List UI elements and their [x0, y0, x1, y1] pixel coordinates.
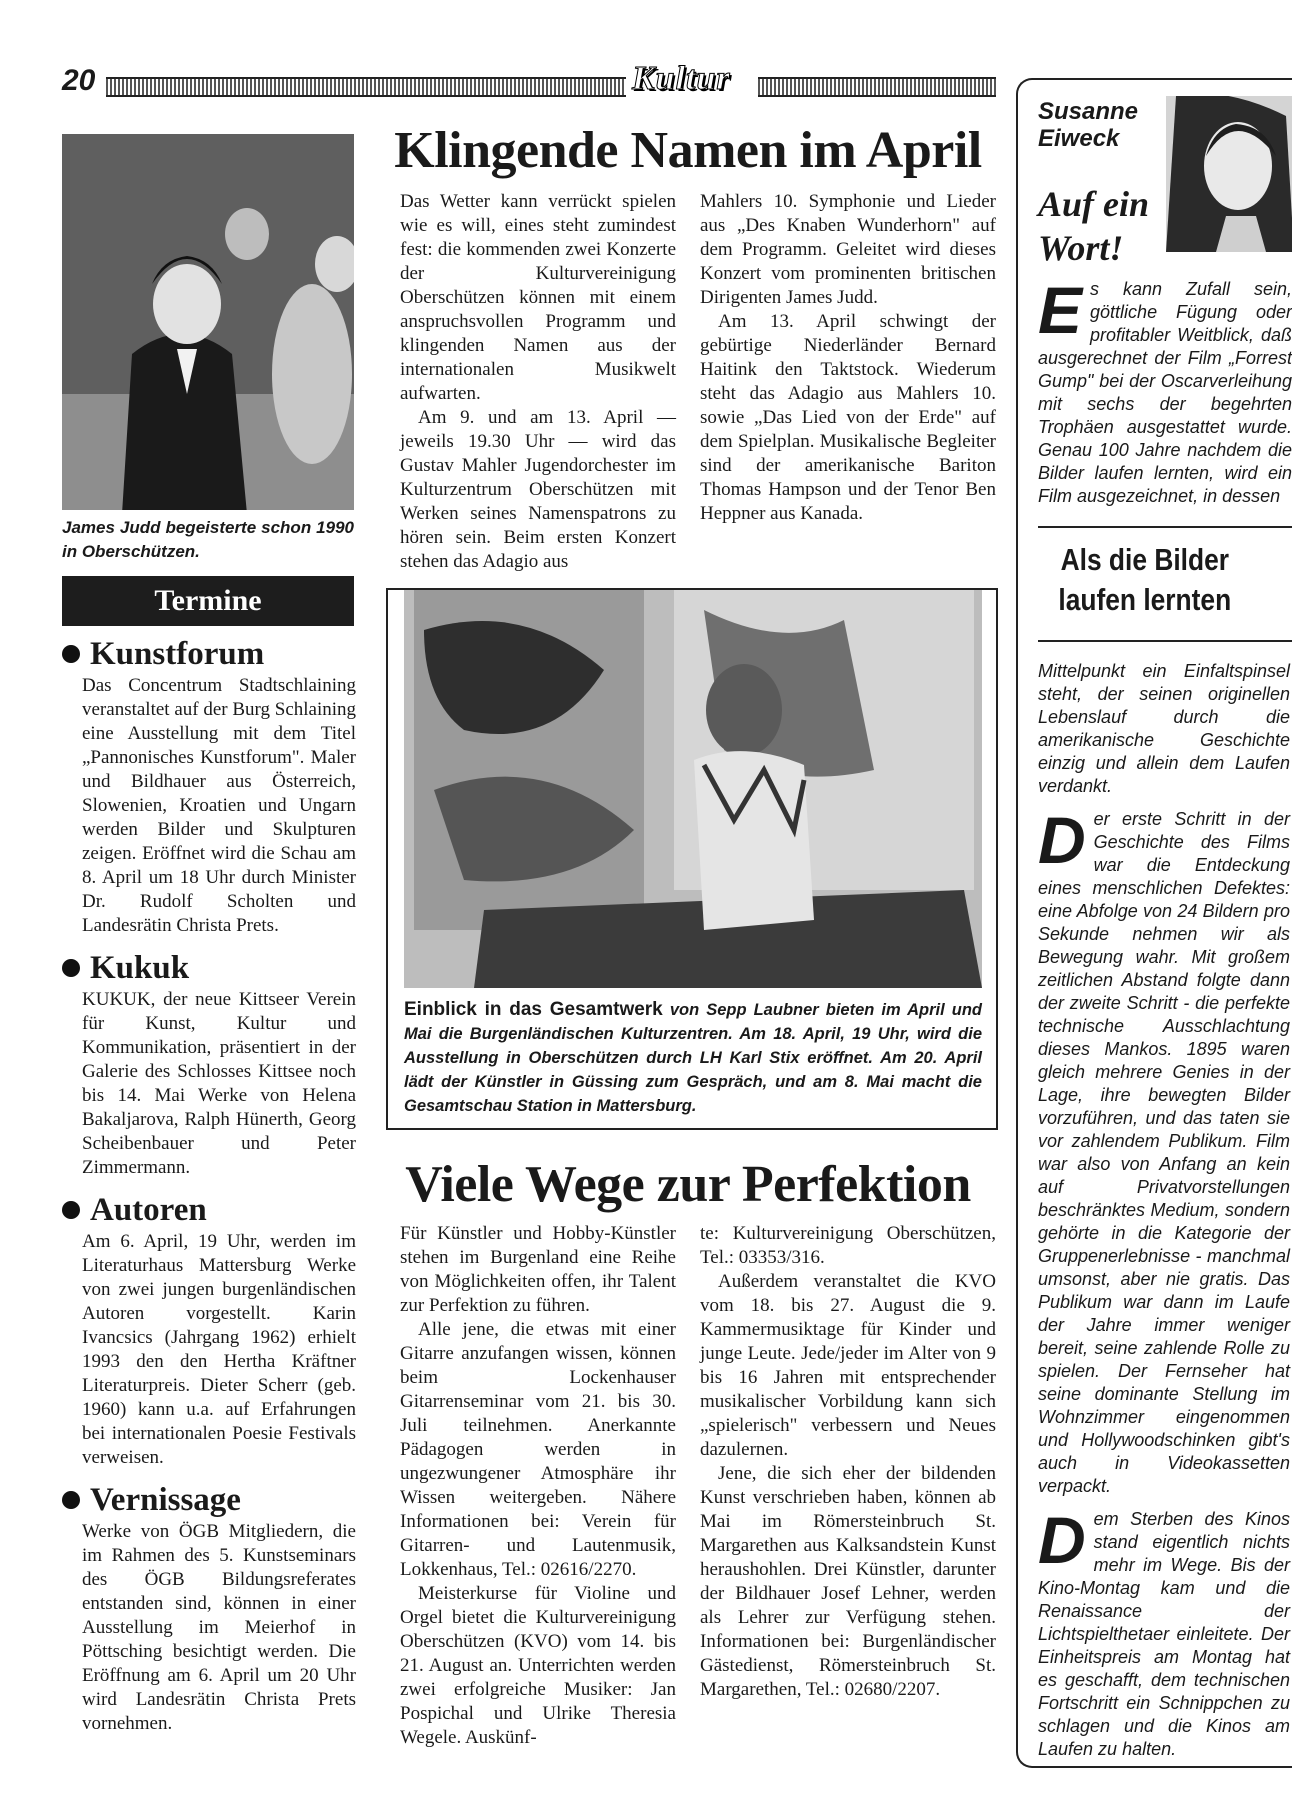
article2-paragraph: Für Künstler und Hobby-Künstler stehen im Burgenland eine Reihe von Möglichkeiten offen, ihr Talent zur Perfektion zu führen. [400, 1223, 676, 1316]
column-intro [1038, 273, 1292, 508]
termine-heading [62, 634, 356, 674]
column-para-3 [1038, 1503, 1290, 1761]
article2-paragraph: Jene, die sich eher der bildenden Kunst verschrieben haben, können ab Mai im Römersteinbruch St. Margarethen aus Kalksandstein Kunst heraushohlen. Drei Künstler, darunter der Bildhauer Josef Lehner, werden als Lehrer zur Verfügung stehen. Informationen bei: Burgenländischer Gästedienst, Römersteinbruch St. Margarethen, Tel.: 02680/2207. [700, 1463, 996, 1700]
article1-col1 [400, 190, 676, 574]
column-headline-line2: laufen lernten [1058, 582, 1232, 617]
header-rule-left [106, 77, 626, 97]
bullet-icon [62, 959, 80, 977]
article1-col2 [700, 190, 996, 526]
termine-item-kunstforum [62, 634, 356, 938]
column-para-1: Mittelpunkt ein Einfaltspinsel steht, der seinen originellen Lebenslauf durch die amerikanische Geschichte einzig und allein dem Laufen verdankt. [1038, 661, 1290, 796]
termine-heading [62, 1480, 356, 1520]
termine-item-vernissage [62, 1480, 356, 1736]
bullet-icon [62, 1201, 80, 1219]
column-headline [1036, 540, 1254, 620]
conductor-photo-icon [62, 134, 354, 510]
article1-paragraph: Mahlers 10. Symphonie und Lieder aus „Des Knaben Wunderhorn" auf dem Programm. Geleitet wird dieses Konzert vom prominenten britischen Dirigenten James Judd. [700, 191, 996, 308]
section-logo: Kultur [632, 60, 731, 97]
termine-text: Das Concentrum Stadtschlaining veranstaltet auf der Burg Schlaining eine Ausstellung mit dem Titel „Pannonisches Kunstforum". Maler und Bildhauer aus Österreich, Slowenien, Kroatien und Ungarn werden Bilder und Skulpturen zeigen. Eröffnet wird die Schau am 8. April um 18 Uhr durch Minister Dr. Rudolf Scholten und Landesrätin Christa Prets. [82, 675, 357, 936]
termine-text: Am 6. April, 19 Uhr, werden im Literaturhaus Mattersburg Werke von zwei jungen burgenländischen Autoren vorgestellt. Karin Ivancsics (Jahrgang 1962) erhielt 1993 den den Hertha Kräftner Literaturpreis. Dieter Scherr (geb. 1960) kann u.a. auf Erfahrungen bei internationalen Poesie Festivals verweisen. [82, 1231, 356, 1468]
column-rule-top [1038, 526, 1292, 528]
artist-photo-icon [404, 590, 982, 988]
termine-heading-text: Autoren [90, 1192, 207, 1228]
bullet-icon [62, 645, 80, 663]
photo-caption-left: James Judd begeisterte schon 1990 in Oberschützen. [62, 518, 354, 561]
termine-heading-text: Vernissage [90, 1482, 241, 1518]
article2-headline: Viele Wege zur Perfektion [405, 1156, 971, 1213]
column-para-2-text: er erste Schritt in der Geschichte des Films war die Entdeckung eines menschlichen Defektes: eine Abfolge von 24 Bildern pro Sekunde nehmen wir als Bewegung wahr. Mit großem zeitlichen Abstand folgte dann der zweite Schritt - die perfekte technische Ausschlachtung dieses Mankos. 1895 waren gleich mehrere Genies in der Lage, ihre bewegten Bilder vorzuführen, und das taten sie vor zahlendem Publikum. Film war also von Anfang an kein auf Privatvorstellungen beschränktes Medium, sondern gehörte in die Kategorie der Gruppenerlebnisse - manchmal umsonst, aber nie gratis. Das Publikum war dann im Laufe der Jahre immer weniger bereit, seine zahlende Rolle zu spielen. Der Fernseher hat seine dominante Stellung im Wohnzimmer eingenommen und Hollywoodschinken gibt's auch in Videokassetten verpackt. [1038, 809, 1290, 1496]
article2-col2 [700, 1222, 996, 1702]
center-photo-frame [386, 588, 998, 1130]
termine-list [62, 634, 356, 1736]
article1-paragraph: Das Wetter kann verrückt spielen wie es will, eines steht zumindest fest: die kommenden zwei Konzerte der Kulturvereinigung Oberschützen können mit einem anspruchsvollen Programm und klingenden Namen aus der internationalen Musikwelt aufwarten. [400, 191, 676, 404]
kicker-line-1: Auf ein [1038, 184, 1150, 224]
termine-text: Werke von ÖGB Mitgliedern, die im Rahmen des 5. Kunstseminars des ÖGB Bildungsreferates entstanden sind, können in einer Ausstellung im Meierhof in Pöttsching besichtigt werden. Die Eröffnung am 6. April um 20 Uhr wird Landesrätin Christa Prets vornehmen. [82, 1521, 356, 1734]
caption-text: von Sepp Laubner bieten im April und Mai die Burgenländischen Kulturzentren. Am 18. April, 19 Uhr, wird die Ausstellung in Oberschützen durch LH Karl Stix eröffnet. Am 20. April lädt der Künstler in Güssing zum Gespräch, und am 8. Mai macht die Gesamtschau Station in Mattersburg. [404, 1001, 982, 1115]
termine-text: KUKUK, der neue Kittseer Verein für Kunst, Kultur und Kommunikation, präsentiert in der Galerie des Schlosses Kittsee noch bis 14. Mai Werke von Helena Bakaljarova, Ralph Hünerth, Georg Scheibenbauer und Peter Zimmermann. [82, 989, 356, 1178]
dropcap-para3: D [1038, 1503, 1086, 1577]
author-portrait-icon [1166, 96, 1292, 252]
termine-item-kukuk [62, 948, 356, 1180]
termine-title: Termine [62, 576, 354, 626]
column-body [1038, 660, 1290, 1761]
column-intro-text: s kann Zufall sein, göttliche Fügung oder profitabler Weitblick, daß ausgerechnet der Film „Forrest Gump" bei der Oscarverleihung mit sechs der begehrten Trophäen ausgestattet wurde. Genau 100 Jahre nachdem die Bilder laufen lernten, wird ein Film ausgezeichnet, in dessen [1038, 279, 1292, 506]
column-kicker [1038, 182, 1149, 270]
column-para-3-text: em Sterben des Kinos stand eigentlich nichts mehr im Wege. Bis der Kino-Montag kam und die Renaissance der Lichtspielthetaer einleitete. Der Einheitspreis am Montag hat es geschafft, dem technischen Fortschritt ein Schnippchen zu schlagen und die Kinos am Laufen zu halten. [1038, 1509, 1290, 1759]
page-number: 20 [62, 64, 96, 97]
termine-heading [62, 1190, 356, 1230]
article1-paragraph: Am 13. April schwingt der gebürtige Niederländer Bernard Haitink den Taktstock. Wiederum steht das Adagio aus Mahlers 10. sowie „Das Lied von der Erde" auf dem Spielplan. Musikalische Begleiter sind der amerikanische Bariton Thomas Hampson und der Tenor Ben Heppner aus Kanada. [700, 311, 996, 524]
author-first-name: Susanne [1038, 98, 1139, 125]
article2-paragraph: Alle jene, die etwas mit einer Gitarre anzufangen wissen, können beim Lockenhauser Gitarrenseminar vom 21. bis 30. Juli teilnehmen. Anerkannte Pädagogen werden in ungezwungener Atmosphäre ihr Wissen weitergeben. Nähere Informationen bei: Verein für Gitarren- und Lautenmusik, Lokkenhaus, Tel.: 02616/2270. [400, 1319, 676, 1580]
termine-heading [62, 948, 356, 988]
article1-paragraph: Am 9. und am 13. April — jeweils 19.30 Uhr — wird das Gustav Mahler Jugendorchester im Kulturzentrum Oberschützen mit Werken seines Namenspatrons zu hören sein. Beim ersten Konzert stehen das Adagio aus [400, 407, 676, 572]
author-last-name: Eiweck [1038, 125, 1120, 152]
column-author [1038, 98, 1138, 152]
column-rule-bottom [1038, 640, 1292, 642]
center-photo-caption [404, 998, 982, 1118]
dropcap-intro: E [1038, 273, 1083, 347]
dropcap-para2: D [1038, 803, 1086, 877]
column-headline-line1: Als die Bilder [1060, 542, 1229, 577]
kicker-line-2: Wort! [1038, 228, 1124, 268]
column-para-2 [1038, 803, 1290, 1498]
article1-headline: Klingende Namen im April [394, 122, 982, 179]
author-portrait [1166, 96, 1292, 252]
photo-conductor [62, 134, 354, 510]
photo-artist-painting [404, 590, 982, 988]
termine-item-autoren [62, 1190, 356, 1470]
bullet-icon [62, 1491, 80, 1509]
article2-paragraph: Meisterkurse für Violine und Orgel bietet die Kulturvereinigung Oberschützen (KVO) vom 14. bis 21. August an. Unterrichten werden zwei erfolgreiche Musiker: Jan Pospichal und Ulrike Theresia Wegele. Auskünf- [400, 1583, 676, 1748]
header-rule-right [758, 77, 996, 97]
article2-paragraph: Außerdem veranstaltet die KVO vom 18. bis 27. August die 9. Kammermusiktage für Kinder und junge Leute. Jede/jeder im Alter von 9 bis 16 Jahren mit entsprechender musikalischer Vorbildung kann sich „spielerisch" verbessern und Neues dazulernen. [700, 1271, 996, 1460]
termine-heading-text: Kukuk [90, 950, 190, 986]
article2-col1 [400, 1222, 676, 1750]
caption-lead: Einblick in das Gesamtwerk [404, 999, 663, 1020]
termine-heading-text: Kunstforum [90, 636, 265, 672]
article2-paragraph: te: Kulturvereinigung Oberschützen, Tel.: 03353/316. [700, 1223, 996, 1268]
